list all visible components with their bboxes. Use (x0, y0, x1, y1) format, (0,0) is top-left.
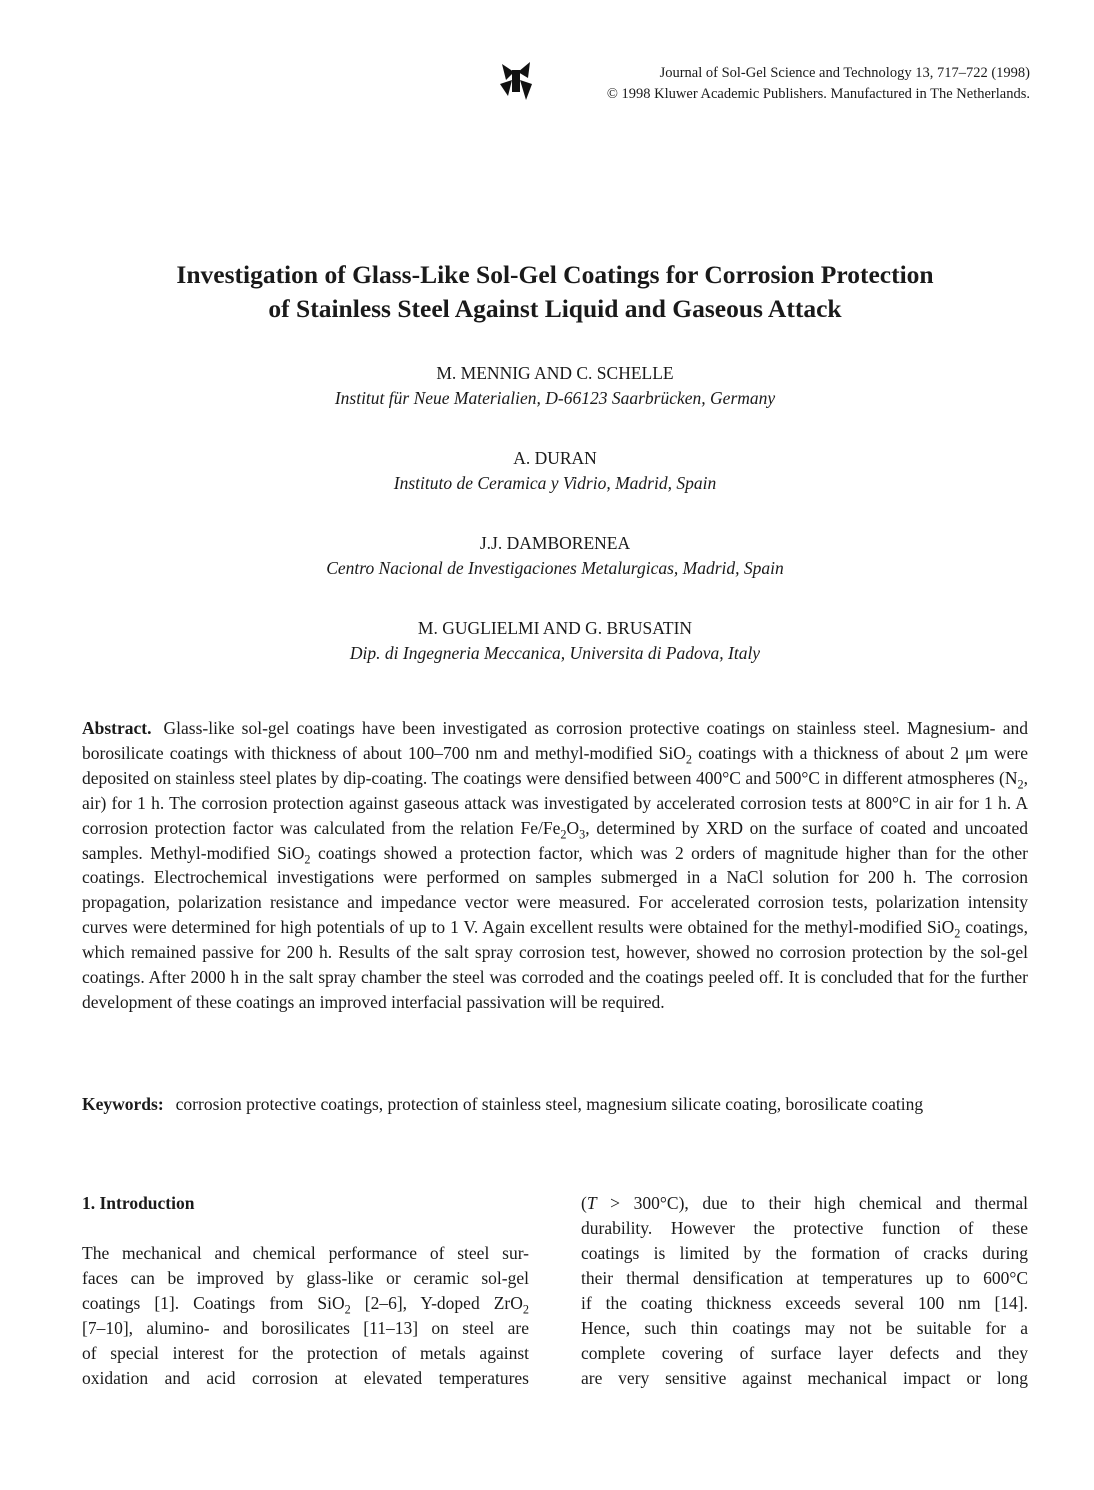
text-run: ( (581, 1193, 587, 1213)
text-line: oxidation and acid corrosion at elevated temperatures (82, 1368, 529, 1388)
author-block (82, 531, 1028, 616)
text-run: [2–6], Y-doped ZrO (350, 1293, 523, 1313)
abstract-text: coatings with a thickness of about 2 μm were deposited on stainless steel plates by dip-coating. The coatings were densified between 400°C and 500°C in different atmospheres (N (82, 742, 1028, 788)
author-affiliation: Instituto de Ceramica y Vidrio, Madrid, Spain (393, 473, 717, 493)
text-line: Hence, such thin coatings may not be suitable for a (581, 1318, 1028, 1338)
text-run: > 300°C), due to their high chemical and thermal (596, 1193, 1028, 1213)
keywords-label: Keywords: (82, 1094, 164, 1114)
text-line: of special interest for the protection of metals against (82, 1343, 529, 1363)
abstract-text: Glass-like sol-gel coatings have been investigated as corrosion protective coatings on stainless steel. Magnesium- and borosilicate coatings with thickness of about 100–700 nm and methyl-modified SiO (82, 718, 1028, 763)
section-heading: 1. Introduction (82, 1193, 195, 1213)
journal-header (498, 58, 1030, 102)
keywords (82, 1092, 1028, 1117)
abstract-label: Abstract. (82, 718, 152, 738)
abstract-text: coatings, which remained passive for 200 h. Results of the salt spray corrosion test, however, showed no corrosion protection by the sol-gel coatings. After 2000 h in the salt spray chamber the steel was corroded and the coatings peeled off. It is concluded that for the further development of these coatings an improved interfacial passivation will be required. (82, 917, 1028, 1012)
subscript: 3 (579, 827, 586, 842)
author-affiliation: Dip. di Ingegneria Meccanica, Universita di Padova, Italy (349, 643, 761, 663)
text-line: are very sensitive against mechanical impact or long (581, 1368, 1028, 1388)
text-line: if the coating thickness exceeds several 100 nm [14]. (581, 1293, 1028, 1313)
subscript: 2 (522, 1302, 529, 1317)
author-names: M. GUGLIELMI AND G. BRUSATIN (417, 618, 693, 638)
abstract (82, 716, 1028, 1015)
text-line: durability. However the protective function of these (581, 1218, 1028, 1238)
text-line (82, 1291, 529, 1316)
subscript: 2 (954, 926, 961, 941)
journal-copyright: © 1998 Kluwer Academic Publishers. Manufactured in The Netherlands. (606, 86, 1030, 102)
author-list (82, 361, 1028, 701)
author-affiliation: Institut für Neue Materialien, D-66123 Saarbrücken, Germany (334, 388, 776, 408)
text-line: The mechanical and chemical performance of steel sur- (82, 1243, 529, 1263)
text-line: faces can be improved by glass-like or ceramic sol-gel (82, 1268, 529, 1288)
text-line: their thermal densification at temperatures up to 600°C (581, 1268, 1028, 1288)
abstract-text: coatings showed a protection factor, which was 2 orders of magnitude higher than for the other coatings. Electrochemical investigations were performed on samples submerged in a NaCl solution for 200 h. The corrosion propagation, polarization resistance and impedance vector were measured. For accelerated corrosion tests, polarization intensity curves were determined for high potentials of up to 1 V. Again excellent results were obtained for the methyl-modified SiO (82, 842, 1028, 938)
keywords-text: corrosion protective coatings, protection of stainless steel, magnesium silicate coating, borosilicate coating (175, 1094, 924, 1114)
author-block (82, 616, 1028, 701)
temperature-symbol: T (586, 1193, 597, 1213)
text-line: coatings is limited by the formation of cracks during (581, 1243, 1028, 1263)
author-affiliation: Centro Nacional de Investigaciones Metalurgicas, Madrid, Spain (326, 558, 784, 578)
text-line: complete covering of surface layer defects and they (581, 1343, 1028, 1363)
intro-left-column (82, 1191, 529, 1391)
abstract-text: , determined by XRD on the surface of coated and uncoated samples. Methyl-modified SiO (82, 817, 1028, 863)
title-line-1: Investigation of Glass-Like Sol-Gel Coatings for Corrosion Protection (176, 260, 934, 289)
journal-citation: Journal of Sol-Gel Science and Technology 13, 717–722 (1998) (659, 65, 1030, 81)
title-line-2: of Stainless Steel Against Liquid and Gaseous Attack (268, 294, 842, 323)
subscript: 2 (344, 1302, 351, 1317)
abstract-text: O (566, 817, 580, 838)
text-line: [7–10], alumino- and borosilicates [11–13] on steel are (82, 1318, 529, 1338)
subscript: 2 (1017, 777, 1024, 792)
subscript: 2 (304, 852, 311, 867)
kluwer-logo-icon (498, 60, 534, 102)
author-names: J.J. DAMBORENEA (479, 533, 631, 553)
abstract-text: , air) for 1 h. The corrosion protection against gaseous attack was investigated by accelerated corrosion tests at 800°C in air for 1 h. A corrosion protection factor was calculated from the relation Fe/Fe (82, 767, 1028, 838)
text-run: coatings [1]. Coatings from SiO (82, 1293, 345, 1313)
author-block (82, 361, 1028, 446)
intro-right-column (581, 1191, 1028, 1391)
paper-title (82, 258, 1028, 326)
subscript: 2 (685, 752, 693, 767)
author-block (82, 446, 1028, 531)
author-names: M. MENNIG AND C. SCHELLE (436, 363, 674, 383)
text-line (581, 1191, 1028, 1216)
author-names: A. DURAN (513, 448, 597, 468)
subscript: 2 (560, 827, 567, 842)
